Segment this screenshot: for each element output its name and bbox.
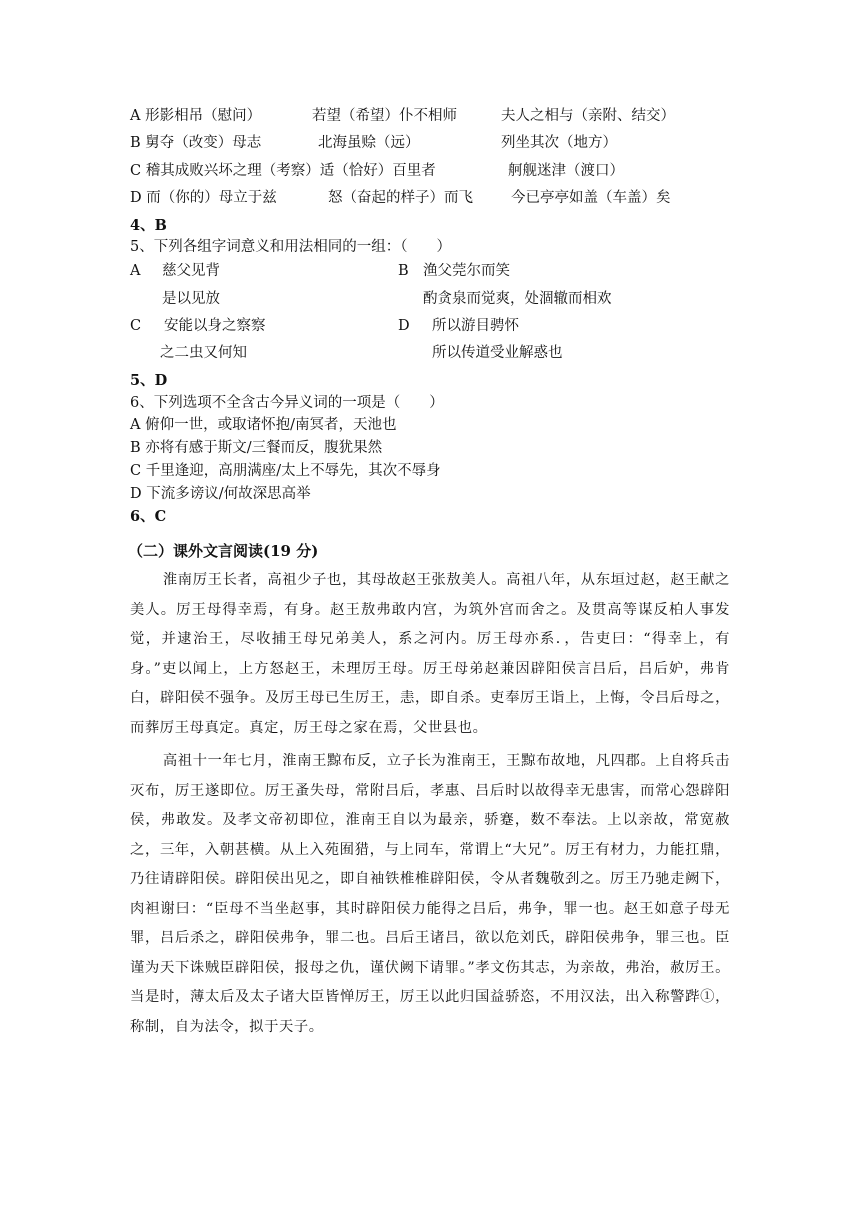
q4-option-d-col1: D 而（你的）母立于兹 (130, 190, 277, 206)
q5-stem: 5、下列各组字词意义和用法相同的一组：（ ） (130, 239, 451, 255)
section-title: （二）课外文言阅读(19 分) (128, 542, 319, 560)
answer-5: 5、D (130, 372, 168, 389)
q4-option-c-col1: C 稽其成败兴坏之理（考察）适（恰好）百里者 (130, 163, 436, 179)
q4-option-a-col3: 夫人之相与（亲附、结交） (501, 108, 675, 124)
q4-option-c-col2: 舸舰迷津（渡口） (508, 163, 624, 179)
q4-option-b-col2: 北海虽赊（远） (318, 135, 420, 151)
q4-option-d-col3: 今已亭亭如盖（车盖）矣 (511, 190, 671, 206)
q4-option-b-col3: 列坐其次（地方） (501, 135, 617, 151)
q5-d-second: 所以传道受业解惑也 (432, 345, 563, 361)
passage-paragraph-2: 高祖十一年七月，淮南王黥布反，立子长为淮南王，王黥布故地，凡四郡。上自将兵击灭布，厉王遂即位。厉王蚤失母，常附吕后，孝惠、吕后时以故得幸无患害，而常心怨辟阳侯，弗敢发。及孝文帝初即位，淮南王自以为最亲，骄蹇，数不奉法。上以亲故，常宽赦之，三年，入朝甚横。从上入苑囿猎，与上同车，常谓上“大兄”。厉王有材力，力能扛鼎，乃往请辟阳侯。辟阳侯出见之，即自袖铁椎椎辟阳侯，令从者魏敬刭之。厉王乃驰走阙下，肉袒谢曰：“臣母不当坐赵事，其时辟阳侯力能得之吕后，弗争，罪一也。赵王如意子母无罪，吕后杀之，辟阳侯弗争，罪二也。吕后王诸吕，欲以危刘氏，辟阳侯弗争，罪三也。臣谨为天下诛贼臣辟阳侯，报母之仇，谨伏阙下请罪。”孝文伤其志，为亲故，弗治，赦厉王。当是时，薄太后及太子诸大臣皆惮厉王，厉王以此归国益骄恣，不用汉法，出入称警跸①，称制，自为法令，拟于天子。 (130, 753, 730, 1035)
q6-option-c: C 千里逢迎，高朋满座/太上不辱先，其次不辱身 (130, 463, 441, 479)
reading-passage (130, 566, 730, 1042)
q5-c-first: 安能以身之察察 (164, 318, 266, 334)
q4-option-a-col1: A 形影相吊（慰问） (130, 108, 262, 124)
q5-a-first: 慈父见背 (162, 263, 220, 279)
q6-option-a: A 俯仰一世，或取诸怀抱/南冥者，天池也 (130, 417, 397, 433)
passage-paragraph-1: 淮南厉王长者，高祖少子也，其母故赵王张敖美人。高祖八年，从东垣过赵，赵王献之美人。厉王母得幸焉，有身。赵王敖弗敢内宫，为筑外宫而舍之。及贯高等谋反柏人事发觉，并逮治王，尽收捕王母兄弟美人，系之河内。厉王母亦系．，告吏曰：“得幸上，有身。”吏以闻上，上方怒赵王，未理厉王母。厉王母弟赵兼因辟阳侯言吕后，吕后妒，弗肯白，辟阳侯不强争。及厉王母已生厉王，恚，即自杀。吏奉厉王诣上，上悔，令吕后母之，而葬厉王母真定。真定，厉王母之家在焉，父世县也。 (130, 572, 730, 736)
q6-option-d: D 下流多谤议/何故深思高举 (130, 486, 311, 502)
q5-b-first: 渔父莞尔而笑 (423, 263, 510, 279)
q5-d-first: 所以游目骋怀 (432, 318, 519, 334)
q5-a-second: 是以见放 (162, 291, 220, 307)
q4-option-d-col2: 怒（奋起的样子）而飞 (328, 190, 473, 206)
q4-option-a-col2: 若望（希望）仆不相师 (312, 108, 457, 124)
q6-option-b: B 亦将有感于斯文/三餐而反，腹犹果然 (130, 440, 383, 456)
q4-option-b-col1: B 舅夺（改变）母志 (130, 135, 262, 151)
q5-b-second: 酌贪泉而觉爽，处涸辙而相欢 (423, 291, 612, 307)
q5-c-second: 之二虫又何知 (160, 345, 247, 361)
q5-label-d: D (398, 318, 410, 334)
q5-label-a: A (130, 263, 141, 279)
answer-6: 6、C (130, 508, 167, 525)
answer-4: 4、B (130, 217, 167, 234)
q5-label-b: B (398, 263, 409, 279)
q5-label-c: C (130, 318, 142, 334)
q6-stem: 6、下列选项不全含古今异义词的一项是（ ） (130, 395, 444, 411)
